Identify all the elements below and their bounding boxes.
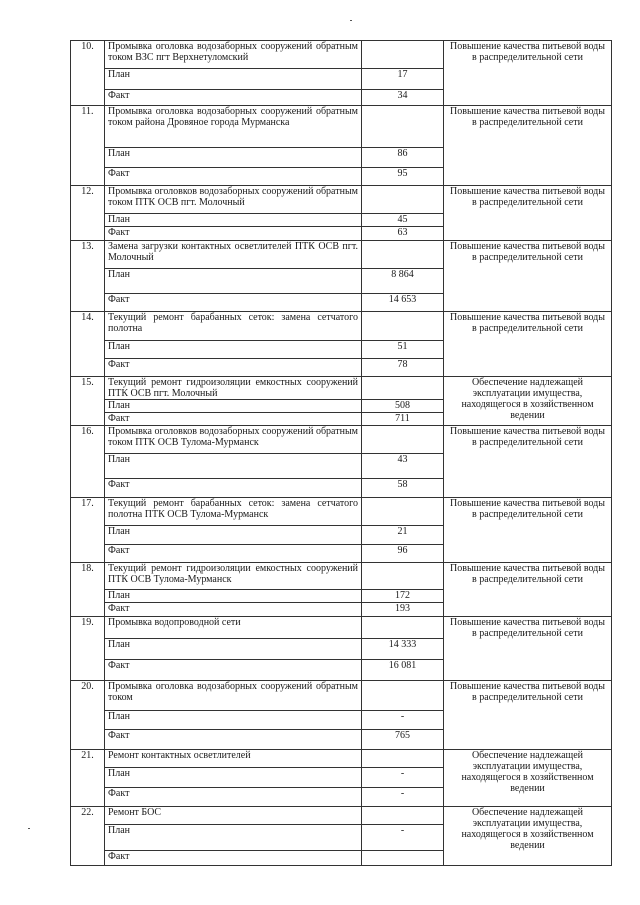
fact-label: Факт xyxy=(105,788,362,807)
fact-label: Факт xyxy=(105,479,362,498)
measure-title: Ремонт БОС xyxy=(105,807,362,825)
table-row xyxy=(71,426,612,454)
table-row xyxy=(71,41,612,69)
plan-value: - xyxy=(362,825,444,851)
plan-value: - xyxy=(362,768,444,788)
expected-result: Обеспечение надлежащей эксплуатации имущества, находящегося в хозяйственном ведении xyxy=(444,750,612,807)
measure-title: Ремонт контактных осветлителей xyxy=(105,750,362,768)
plan-label: План xyxy=(105,400,362,413)
title-value-cell xyxy=(362,106,444,148)
row-number: 10. xyxy=(71,41,105,106)
row-number: 17. xyxy=(71,498,105,563)
plan-label: План xyxy=(105,214,362,227)
title-value-cell xyxy=(362,241,444,269)
fact-label: Факт xyxy=(105,730,362,750)
title-value-cell xyxy=(362,498,444,526)
row-number: 15. xyxy=(71,377,105,426)
table-row xyxy=(71,241,612,269)
title-value-cell xyxy=(362,377,444,400)
row-number: 13. xyxy=(71,241,105,312)
title-value-cell xyxy=(362,750,444,768)
expected-result: Повышение качества питьевой воды в распределительной сети xyxy=(444,312,612,377)
plan-value: 21 xyxy=(362,526,444,545)
fact-label: Факт xyxy=(105,227,362,241)
plan-value: 86 xyxy=(362,148,444,168)
scan-speck xyxy=(28,828,30,829)
fact-value xyxy=(362,851,444,866)
title-value-cell xyxy=(362,426,444,454)
row-number: 14. xyxy=(71,312,105,377)
title-value-cell xyxy=(362,807,444,825)
fact-value: 96 xyxy=(362,545,444,563)
expected-result: Повышение качества питьевой воды в распределительной сети xyxy=(444,426,612,498)
measure-title: Текущий ремонт барабанных сеток: замена сетчатого полотна xyxy=(105,312,362,341)
measures-table xyxy=(70,40,612,866)
measure-title: Промывка водопроводной сети xyxy=(105,617,362,639)
row-number: 20. xyxy=(71,681,105,750)
measure-title: Промывка оголовка водозаборных сооружений обратным током ВЗС пгт Верхнетуломский xyxy=(105,41,362,69)
plan-label: План xyxy=(105,639,362,660)
title-value-cell xyxy=(362,41,444,69)
row-number: 22. xyxy=(71,807,105,866)
fact-value: 16 081 xyxy=(362,660,444,681)
row-number: 18. xyxy=(71,563,105,617)
fact-value: 95 xyxy=(362,168,444,186)
plan-value: 43 xyxy=(362,454,444,479)
expected-result: Обеспечение надлежащей эксплуатации имущества, находящегося в хозяйственном ведении xyxy=(444,377,612,426)
expected-result: Повышение качества питьевой воды в распределительной сети xyxy=(444,681,612,750)
fact-value: 34 xyxy=(362,90,444,106)
title-value-cell xyxy=(362,563,444,590)
title-value-cell xyxy=(362,186,444,214)
plan-value: 14 333 xyxy=(362,639,444,660)
plan-label: План xyxy=(105,341,362,359)
plan-label: План xyxy=(105,590,362,603)
expected-result: Повышение качества питьевой воды в распределительной сети xyxy=(444,186,612,241)
expected-result: Повышение качества питьевой воды в распределительной сети xyxy=(444,241,612,312)
fact-value: 711 xyxy=(362,413,444,426)
table-row xyxy=(71,186,612,214)
plan-value: 45 xyxy=(362,214,444,227)
fact-label: Факт xyxy=(105,90,362,106)
table-row xyxy=(71,681,612,711)
table-row xyxy=(71,807,612,825)
fact-label: Факт xyxy=(105,413,362,426)
plan-label: План xyxy=(105,148,362,168)
plan-label: План xyxy=(105,454,362,479)
measure-title: Текущий ремонт гидроизоляции емкостных сооружений ПТК ОСВ пгт. Молочный xyxy=(105,377,362,400)
table-body xyxy=(71,41,612,866)
fact-label: Факт xyxy=(105,603,362,617)
table-row xyxy=(71,377,612,400)
plan-value: 508 xyxy=(362,400,444,413)
expected-result: Повышение качества питьевой воды в распределительной сети xyxy=(444,106,612,186)
measure-title: Замена загрузки контактных осветлителей ПТК ОСВ пгт. Молочный xyxy=(105,241,362,269)
expected-result: Повышение качества питьевой воды в распределительной сети xyxy=(444,617,612,681)
fact-value: - xyxy=(362,788,444,807)
measure-title: Промывка оголовка водозаборных сооружений обратным током района Дровяное города Мурманска xyxy=(105,106,362,148)
measure-title: Текущий ремонт барабанных сеток: замена сетчатого полотна ПТК ОСВ Тулома-Мурманск xyxy=(105,498,362,526)
expected-result: Повышение качества питьевой воды в распределительной сети xyxy=(444,498,612,563)
plan-value: 8 864 xyxy=(362,269,444,294)
row-number: 19. xyxy=(71,617,105,681)
measure-title: Промывка оголовков водозаборных сооружений обратным током ПТК ОСВ пгт. Молочный xyxy=(105,186,362,214)
fact-value: 765 xyxy=(362,730,444,750)
plan-label: План xyxy=(105,269,362,294)
fact-label: Факт xyxy=(105,545,362,563)
fact-label: Факт xyxy=(105,660,362,681)
fact-label: Факт xyxy=(105,294,362,312)
fact-label: Факт xyxy=(105,359,362,377)
title-value-cell xyxy=(362,312,444,341)
scan-speck xyxy=(350,20,352,21)
plan-value: 51 xyxy=(362,341,444,359)
plan-label: План xyxy=(105,711,362,730)
fact-value: 63 xyxy=(362,227,444,241)
table-row xyxy=(71,106,612,148)
table-row xyxy=(71,750,612,768)
expected-result: Повышение качества питьевой воды в распределительной сети xyxy=(444,41,612,106)
fact-value: 193 xyxy=(362,603,444,617)
title-value-cell xyxy=(362,681,444,711)
plan-value: - xyxy=(362,711,444,730)
plan-label: План xyxy=(105,768,362,788)
table-row xyxy=(71,498,612,526)
plan-label: План xyxy=(105,526,362,545)
plan-value: 17 xyxy=(362,69,444,90)
fact-label: Факт xyxy=(105,851,362,866)
plan-label: План xyxy=(105,69,362,90)
fact-label: Факт xyxy=(105,168,362,186)
row-number: 11. xyxy=(71,106,105,186)
measure-title: Промывка оголовка водозаборных сооружений обратным током xyxy=(105,681,362,711)
plan-label: План xyxy=(105,825,362,851)
plan-value: 172 xyxy=(362,590,444,603)
measure-title: Промывка оголовков водозаборных сооружений обратным током ПТК ОСВ Тулома-Мурманск xyxy=(105,426,362,454)
fact-value: 14 653 xyxy=(362,294,444,312)
measure-title: Текущий ремонт гидроизоляции емкостных сооружений ПТК ОСВ Тулома-Мурманск xyxy=(105,563,362,590)
row-number: 16. xyxy=(71,426,105,498)
row-number: 21. xyxy=(71,750,105,807)
table-row xyxy=(71,312,612,341)
table-row xyxy=(71,563,612,590)
table-row xyxy=(71,617,612,639)
row-number: 12. xyxy=(71,186,105,241)
title-value-cell xyxy=(362,617,444,639)
expected-result: Повышение качества питьевой воды в распределительной сети xyxy=(444,563,612,617)
expected-result: Обеспечение надлежащей эксплуатации имущества, находящегося в хозяйственном ведении xyxy=(444,807,612,866)
fact-value: 58 xyxy=(362,479,444,498)
fact-value: 78 xyxy=(362,359,444,377)
